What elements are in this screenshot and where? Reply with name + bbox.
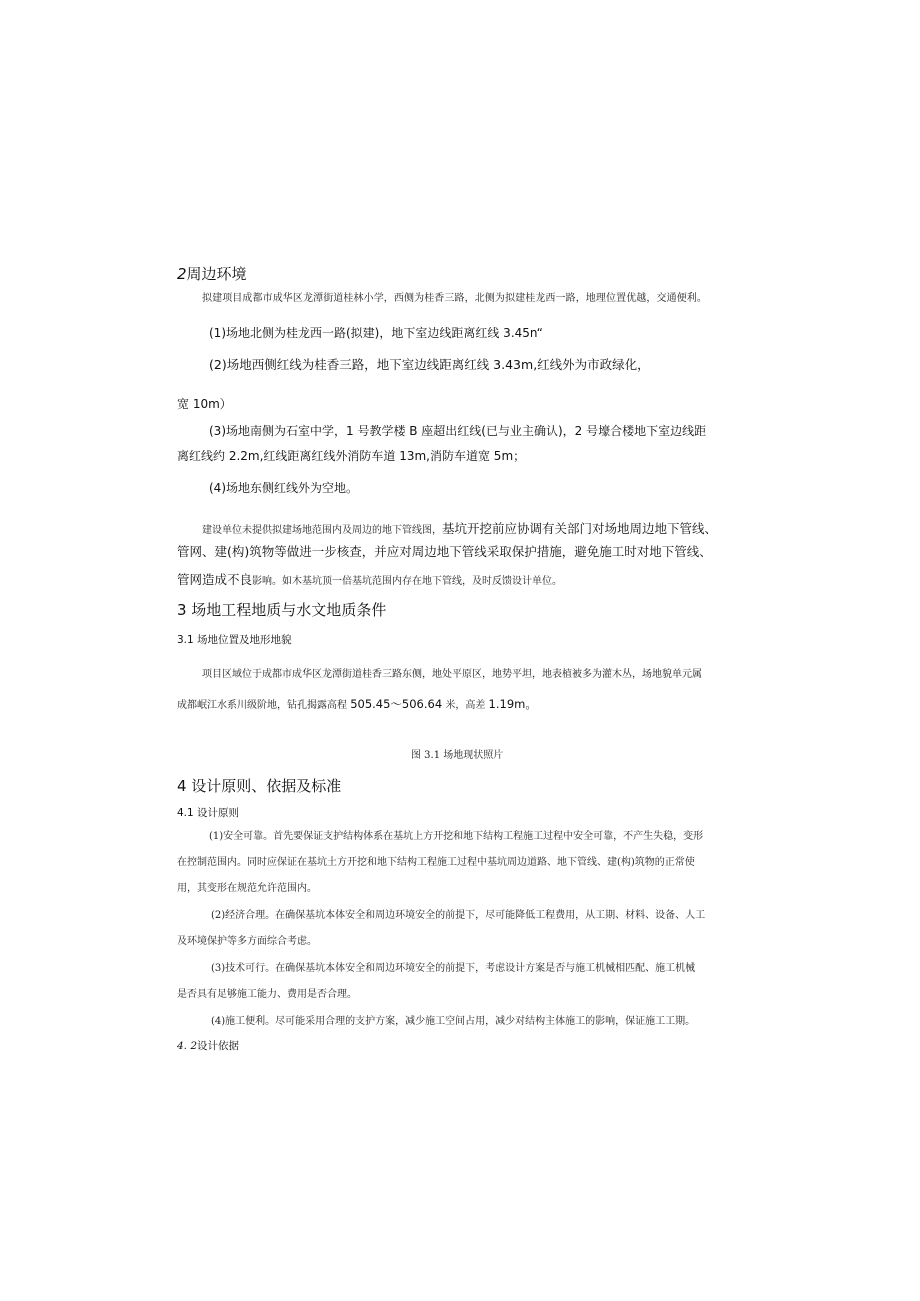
- pipeline-text-b1: 基坑开挖前应协调有关部门对场地周边地下管线、: [442, 521, 718, 536]
- section-4-2-title: 设计依据: [197, 1040, 240, 1052]
- surrounding-item-2-line-1: (2)场地西侧红线为桂香三路，地下室边线距离红线 3.43m,红线外为市政绿化，: [209, 357, 650, 372]
- site-location-line-1: 项目区域位于成都市成华区龙潭街道桂香三路东侧，地处平原区，地势平坦，地表植被多为灌木丛，场地貌单元属: [202, 669, 702, 680]
- principle-2-line-2: 及环境保护等多方面综合考虑。: [177, 936, 317, 947]
- section-2-title: 周边环境: [186, 265, 247, 283]
- principle-3-line-1: (3)技术可行。在确保基坑本体安全和周边环境安全的前提下，考虑设计方案是否与施工机械相匹配、施工机械: [211, 963, 696, 974]
- section-2-intro: 拟建项目成都市成华区龙潭街道桂林小学，西侧为桂香三路，北侧为拟建桂龙西一路，地理位置优越，交通便利。: [202, 293, 707, 304]
- principle-2-line-1: (2)经济合理。在确保基坑本体安全和周边环境安全的前提下，尽可能降低工程费用，从工期、材料、设备、人工: [211, 910, 706, 921]
- elevation-difference: 1.19m。: [488, 697, 537, 711]
- elevation-range: 505.45～506.64: [350, 697, 443, 711]
- surrounding-item-3-line-1: (3)场地南侧为石室中学，1 号教学楼 B 座超出红线(已与业主确认)，2 号壕合楼地下室边线距: [209, 424, 707, 438]
- section-4-1-heading: 4.1 设计原则: [177, 807, 240, 819]
- surrounding-item-1: (1)场地北侧为桂龙西一路(拟建)，地下室边线距离红线 3.45n“: [209, 326, 543, 340]
- section-4-2-heading: [177, 1041, 239, 1052]
- section-4-heading: 4 设计原则、依据及标准: [177, 777, 342, 795]
- section-3-heading: 3 场地工程地质与水文地质条件: [177, 601, 387, 619]
- surrounding-item-2-line-2: 宽 10m）: [177, 397, 232, 411]
- surrounding-item-4: (4)场地东侧红线外为空地。: [209, 481, 358, 495]
- pipeline-paragraph-line-2: 管网、建(构)筑物等做进一步核查，并应对周边地下管线采取保护措施，避免施工时对地下管线、: [177, 544, 712, 559]
- principle-1-line-3: 用，其变形在规范允许范围内。: [177, 883, 317, 894]
- site-location-text-c: 米，高差: [442, 700, 489, 711]
- principle-1-line-2: 在控制范围内。同时应保证在基坑土方开挖和地下结构工程施工过程中基坑周边道路、地下管线、建(构)筑物的正常使: [177, 857, 695, 868]
- pipeline-text-b3: 管网造成不良: [177, 572, 253, 587]
- principle-3-line-2: 是否具有足够施工能力、费用是否合理。: [177, 989, 357, 1000]
- site-location-text-a: 成都岷江水系川级阶地，钻孔揭露高程: [177, 700, 351, 711]
- figure-3-1-caption: 图 3.1 场地现状照片: [411, 750, 504, 761]
- pipeline-paragraph-line-1: [202, 520, 717, 536]
- section-2-heading: [177, 267, 247, 282]
- section-3-1-heading: 3.1 场地位置及地形地貌: [177, 634, 292, 646]
- site-location-line-2: [177, 695, 537, 711]
- section-2-number: 2: [177, 265, 187, 283]
- pipeline-paragraph-line-3: [177, 571, 562, 587]
- principle-4-line-1: (4)施工便利。尽可能采用合理的支护方案，减少施工空间占用，减少对结构主体施工的影响，保证施工工期。: [211, 1016, 696, 1027]
- principle-1-line-1: (1)安全可靠。首先要保证支护结构体系在基坑上方开挖和地下结构工程施工过程中安全可靠，不产生失稳，变形: [209, 831, 704, 842]
- pipeline-text-a3: 影响。如木基坑顶一倍基坑范围内存在地下管线，及时反馈设计单位。: [252, 576, 563, 587]
- section-4-2-number: 4. 2: [177, 1040, 198, 1052]
- surrounding-item-3-line-2: 离红线约 2.2m,红线距离红线外消防车道 13m,消防车道宽 5m；: [177, 449, 526, 463]
- pipeline-text-a1: 建设单位未提供拟建场地范围内及周边的地下管线图，: [202, 525, 442, 536]
